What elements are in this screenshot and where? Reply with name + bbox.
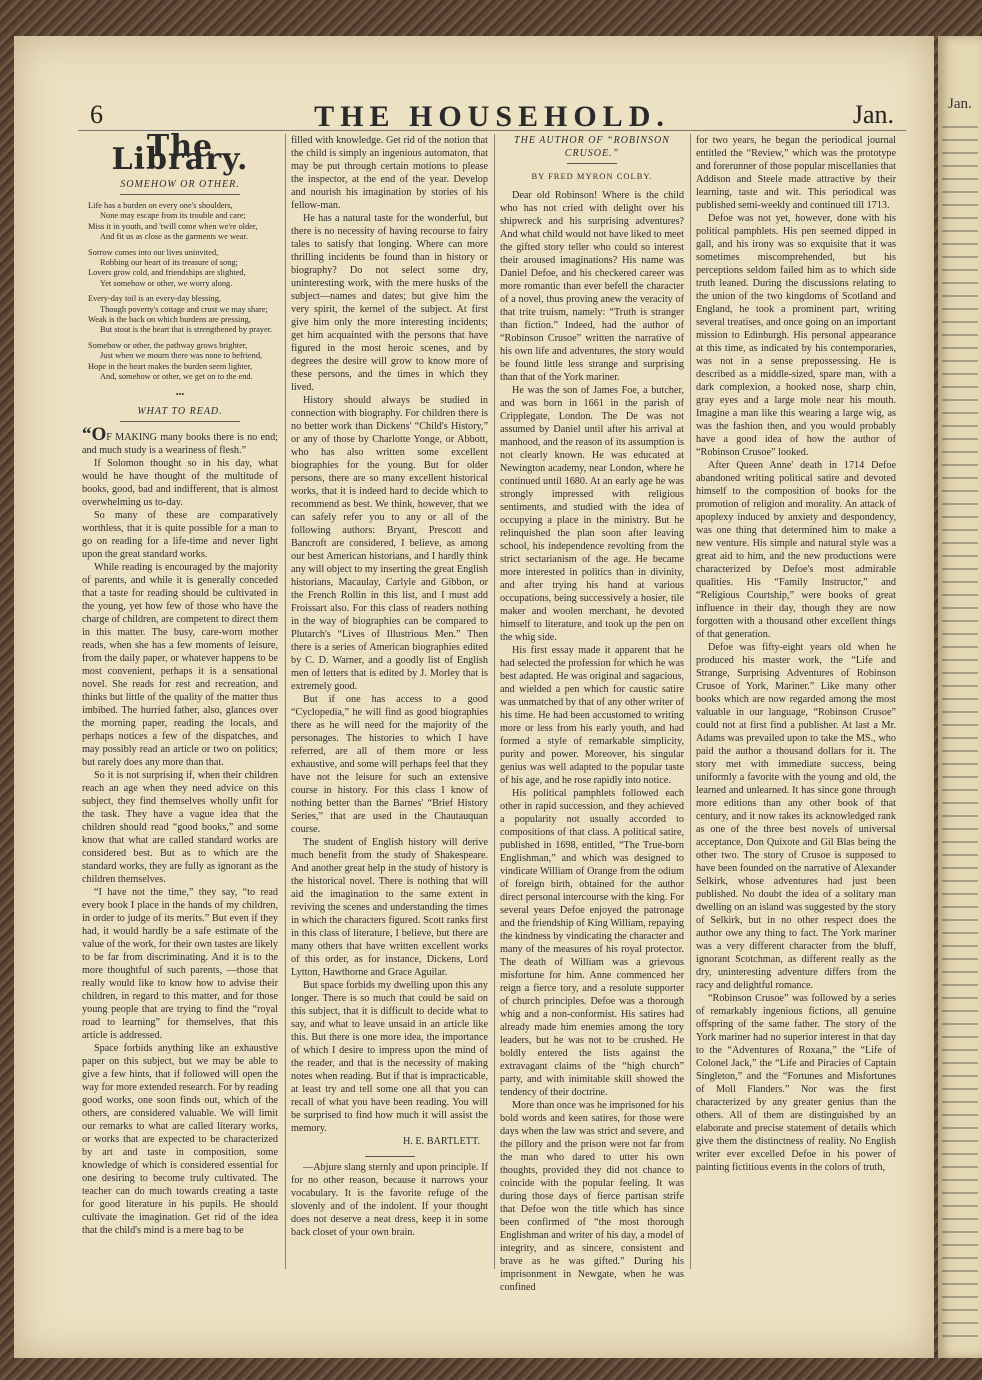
paragraph: More than once was he imprisoned for his bold words and keen satires, for those were days when the law was strict and severe, and the pillory and the prison were not far from the man who dared to utter his own thoughts, provided they did not chance to coincide with the popular feeling. It was during those days of fierce partisan strife that Defoe won the title which has since been confirmed of “the most thorough Englishman and writer of his day, a model of integrity, and as sincere, consistent and brave as he was gifted.” During his imprisonment in Newgate, when he was confined (500, 1100, 684, 1293)
next-page-text-line (942, 451, 978, 453)
next-page-text-line (942, 737, 978, 739)
next-page-text-line (942, 828, 978, 830)
next-page-text-line (942, 1140, 978, 1142)
next-page-text-line (942, 1036, 978, 1038)
next-page-text-line (942, 1322, 978, 1324)
next-page-text-line (942, 555, 978, 557)
next-page-text-line (942, 1309, 978, 1311)
next-page-text-line (942, 425, 978, 427)
next-page-text-line (942, 750, 978, 752)
next-page-text-line (942, 1049, 978, 1051)
next-page-text-line (942, 178, 978, 180)
next-page-text-line (942, 906, 978, 908)
next-page-text-line (942, 854, 978, 856)
paragraph: So many of these are comparatively worthless, that it is quite possible for a man to go on reading for a life-time and never light upon the great standard works. (82, 509, 278, 560)
next-page-text-line (942, 958, 978, 960)
next-page-text-line (942, 1244, 978, 1246)
next-page-text-line (942, 607, 978, 609)
paragraph: So it is not surprising if, when their children reach an age when they need advice on this subject, they find themselves wholly unfit for the task. They have a vague idea that the children should read “good books,” and some know that what are called standard works are considered best. But as to which are the standard works, they are fully as ignorant as the children themselves. (82, 769, 278, 885)
author-signature: H. E. BARTLETT. (402, 1136, 480, 1147)
next-page-text-line (942, 672, 978, 674)
divider (120, 421, 240, 422)
next-page-text-line (942, 971, 978, 973)
next-page-text-line (942, 386, 978, 388)
next-page-text-line (942, 1127, 978, 1129)
next-page-text-line (942, 984, 978, 986)
issue-month: Jan. (852, 100, 894, 129)
next-page-text-line (942, 841, 978, 843)
next-page-text-line (942, 438, 978, 440)
next-page-text-line (942, 1088, 978, 1090)
divider (567, 163, 617, 164)
divider (120, 194, 240, 195)
next-page-text-line (942, 412, 978, 414)
next-page-text-line (942, 165, 978, 167)
next-page-text-line (942, 1257, 978, 1259)
next-page-text-line (942, 945, 978, 947)
poem-line: Just when we mourn there was none to befriend, (100, 351, 263, 361)
next-page-text-line (942, 399, 978, 401)
next-page-text-line (942, 1101, 978, 1103)
next-page-text-line (942, 295, 978, 297)
poem-line: And, somehow or other, we get on to the end. (100, 372, 253, 382)
next-page-text-line (942, 1010, 978, 1012)
paragraph: His first essay made it apparent that he had selected the profession for which he was best adapted. He was original and sagacious, and wielded a pen which for caustic satire was unmatched by that of any other writer of his time. He had been accustomed to writing more or less from his early youth, and had formed a style of remarkable simplicity, purity and power. Moreover, his singular genius was well adapted to the popular taste of his age, and he rose rapidly into notice. (500, 645, 684, 786)
next-page-text-line (942, 191, 978, 193)
next-page-text-line (942, 1192, 978, 1194)
next-page-text-line (942, 1075, 978, 1077)
paragraph (82, 423, 278, 457)
next-page-text-line (942, 1179, 978, 1181)
column-rule (494, 134, 495, 1269)
next-page-text-line (942, 1218, 978, 1220)
paragraph: —Abjure slang sternly and upon principle. If for no other reason, because it narrows your vocabulary. It is the favorite refuge of the slovenly and of the indolent. If your thought does not deserve a neat dress, keep it in some back closet of your own brain. (291, 1162, 488, 1238)
next-page-text-line (942, 932, 978, 934)
article-title: THE AUTHOR OF “ROBINSON CRUSOE.” (514, 135, 670, 159)
next-page-edge (938, 36, 982, 1358)
next-page-text-line (942, 503, 978, 505)
paragraph: “Robinson Crusoe” was followed by a series of remarkably ingenious fictions, all genuine offspring of the same father. The story of the York mariner had no superior interest in that day to the “Adventures of Roxana,” the “Life of Colonel Jack,” the “Life and Piracies of Captain Singleton,” and the “Fortunes and Misfortunes of Moll Flanders.” Nor was the first characterized by any greater genius than the others. All of them are distinguished by an elaborate and precise statement of details which give them the distinctness of reality. No English writer ever excelled Defoe in his power of painting fictitious events in the colors of truth, (696, 993, 896, 1173)
next-page-text-line (942, 1166, 978, 1168)
next-page-text-line (942, 256, 978, 258)
next-page-text-line (942, 269, 978, 271)
section-heading: The Library. (111, 129, 249, 177)
next-page-text-line (942, 1231, 978, 1233)
column-rule (285, 134, 286, 1269)
next-page-text-line (942, 711, 978, 713)
next-page-text-line (942, 308, 978, 310)
next-page-text-line (942, 516, 978, 518)
next-page-text-line (942, 776, 978, 778)
next-page-text-line (942, 282, 978, 284)
next-page-text-line (942, 724, 978, 726)
next-page-text-line (942, 581, 978, 583)
paragraph-text: F MAKING many books there is no end; and much study is a weariness of flesh.” (82, 431, 278, 456)
poem-line: Every-day toil is an every-day blessing, (88, 294, 222, 304)
next-page-text-line (942, 542, 978, 544)
next-page-header: Jan. (948, 96, 972, 112)
paragraph: filled with knowledge. Get rid of the notion that the child is simply an ingenious automaton, that may be put through certain motions to please the inspector, at the end of the year. Develop and nourish his imagination by stories of his fellow-man. (291, 135, 488, 211)
paragraph: But space forbids my dwelling upon this any longer. There is so much that could be said on this subject, that it is difficult to decide what to say, and what to leave unsaid in an article like this. But there is one more idea, the importance of which I desire to impress upon the mind of the reader, and that is the necessity of making notes when reading. But if that is impracticable, at least try and tell some one all that you can recall of what you have been reading. You will be surprised to find how much it will assist the memory. (291, 980, 488, 1134)
next-page-text-line (942, 1023, 978, 1025)
paragraph: While reading is encouraged by the majority of parents, and while it is generally conceded that a taste for reading should be cultivated in the young, yet how few of those who have the charge of children, are competent to direct them in this matter. The busy, care-worn mother reads, when she has a few moments of leisure, from the daily paper, or whatever happens to be most convenient, perhaps it is a sensational novel. She reads for rest and recreation, and thinks but little of the quality of the matter thus imbibed. The hurried father, also, glances over the morning paper, reading the locals, and perhaps notices a few of the dispatches, and may possibly read an article or two on politics; but rarely does any more than that. (82, 561, 278, 768)
next-page-text-line (942, 464, 978, 466)
paragraph: History should always be studied in connection with biography. For children there is no better work than Dickens' “Child's History,” or any of those by Charlotte Yonge, or Abbott, who has also written some excellent biographies for the young. But for older persons, there are so many excellent historical works, that it is indeed hard to decide which to recommend as best. We think, however, that we can safely refer you to any or all of the following authors: Bryant, Prescott and Bancroft are considered, I believe, as among our best American historians, and I hardly think any will object to my inserting the great English historians, Macaulay, Carlyle and Gibbon, or the French Rollin in this list, and I must add Froissart also. For this class of readers nothing in the way of biographies can be compared to Plutarch's “Lives of Illustrious Men.” Then there is a series of American biographies edited by C. D. Warner, and a goodly list of English men of letters that is edited by J. Morley that is extremely good. (291, 395, 488, 692)
paragraph: After Queen Anne' death in 1714 Defoe abandoned writing political satire and devoted himself to the composition of books for the promotion of religion and morality. An attack of apoplexy induced by anxiety and despondency, was one thing that determined him to make a new venture. His simple and natural style was a great aid to him, and the new productions were characterized by Defoe's most admirable qualities. His “Family Instructor,” and “Religious Courtship,” were books of great influence in their day, though they are now forgotten with a thousand other excellent things of that generation. (696, 460, 896, 640)
next-page-text-line (942, 152, 978, 154)
paragraph: The student of English history will derive much benefit from the study of Shakespeare. And another great help in the study of history is the historical novel. There is nothing that will aid the imagination to the same extent in reviving the scenes and understanding the times in which the characters figured. Scott ranks first in this class of literature, I believe, but there are many others that have written excellent works of this order, as for instance, Dickens, Lord Lytton, Hawthorne and Grace Aguilar. (291, 837, 488, 978)
next-page-text-line (942, 685, 978, 687)
next-page-text-line (942, 360, 978, 362)
publication-title: THE HOUSEHOLD. (314, 100, 670, 133)
next-page-text-line (942, 334, 978, 336)
poem-line: Yet somehow or other, we worry along. (100, 278, 233, 288)
next-page-text-line (942, 126, 978, 128)
next-page-text-line (942, 477, 978, 479)
paragraph: If Solomon thought so in his day, what would he have thought of the multitude of books, good, bad and indifferent, that is almost overwhelming us to-day. (82, 457, 278, 508)
paragraph: His political pamphlets followed each other in rapid succession, and they achieved a popularity not usually accorded to compositions of that class. A political satire, published in 1698, entitled, “The True-born Englishman,” and which was designed to vindicate William of Orange from the odium of foreign birth, obtained for the author direct personal intercourse with the king. For several years Defoe enjoyed the patronage and the friendship of King William, repaying the kindness by vindicating the character and many of the measures of his royal protector. The death of William was a grievous misfortune for him. Anne commenced her reign a fierce tory, and a resolute supporter of church principles. Defoe was a thorough whig and a non-conformist. His satires had already made him enemies among the tory leaders, but he was not to be crushed. He boldly entered the lists against the extravagant claims of the “high church” party, and with inimitable skill showed the tendency of their doctrine. (500, 788, 684, 1098)
poem-line: Robbing our heart of its treasure of song; (100, 258, 238, 268)
poem-line: None may escape from its trouble and care; (100, 211, 246, 221)
paragraph: But if one has access to a good “Cyclopedia,” he will find as good biographies there as he will need for the majority of the personages. The histories to which I have referred, are all of them more or less exhaustive, and some will perhaps feel that they have not the leisure for such an extensive course in history. For this class I know of nothing better than the Barnes' “Brief History Series,” that are used in the Chautauquan course. (291, 694, 488, 835)
next-page-text-line (942, 789, 978, 791)
next-page-text-line (942, 321, 978, 323)
poem-line: Though poverty's cottage and crust we may share; (100, 304, 268, 314)
next-page-text-line (942, 1270, 978, 1272)
next-page-text-line (942, 763, 978, 765)
next-page-text-line (942, 1062, 978, 1064)
paragraph: Defoe was not yet, however, done with his political pamphlets. His pen seemed dipped in gall, and his irony was so exquisite that it was sometimes miscomprehended, but his perceptions seldom failed him as to which side truth leaned. During the discussions relating to the union of the two kingdoms of Scotland and England, he took a prominent part, writing several treatises, and once going on an important mission to Edinburgh. His personal appearance at this time, as indicated by his contemporaries, was not in a sense prepossessing. He is described as a middle-sized, spare man, with a dark complexion, a hooked nose, sharp chin, gray eyes and a large mole near his mouth. Imagine a man like this wearing a large wig, as was the fashion then, and you would probably have a good idea of how the author of “Robinson Crusoe” looked. (696, 213, 896, 458)
paragraph: Space forbids anything like an exhaustive paper on this subject, but we may be able to give a few hints, that if followed will open the way for more extended research. For by reading good works, one soon finds out, which of the others, are considered valuable. We will limit our remarks to what are called literary works, or works that are expected to be characterized by art and taste in composition, some knowledge of which is considered essential for one desiring to become truly cultivated. The teacher can do much towards creating a taste for good literature in his pupils. He should cultivate the imagination. Get rid of the idea that the child's mind is a mere bag to be (82, 1042, 278, 1236)
column-2 (291, 134, 488, 1239)
divider (365, 1156, 415, 1157)
next-page-text-line (942, 230, 978, 232)
ornament: ••• (175, 389, 185, 399)
paragraph: He has a natural taste for the wonderful, but there is no necessity of having recourse to fairy tales to satisfy that longing. Where can more thrilling incidents be found than in history or biography? Do not select some dry, uninteresting work, with the mere husks of the subject—names and dates; but give him the very spirit, the kernel of the subject. At first give him only the more interesting incidents; get him acquainted with the persons that have figured in the most heroic scenes, and by degrees the desire will grow to know more of these persons, and the times in which they lived. (291, 213, 488, 393)
next-page-text-line (942, 815, 978, 817)
next-page-text-line (942, 802, 978, 804)
drop-cap: “O (82, 423, 107, 445)
column-3 (500, 134, 684, 1294)
paragraph: for two years, he began the periodical journal entitled the “Review,” which was the prototype and forerunner of those popular miscellanies that Addison and Steele made attractive by their learning, taste and wit. This periodical was published semi-weekly and continued till 1713. (696, 135, 896, 211)
next-page-text-line (942, 867, 978, 869)
next-page-text-line (942, 1114, 978, 1116)
paragraph: Defoe was fifty-eight years old when he produced his master work, the “Life and Strange, Surprising Adventures of Robinson Crusoe of York, Mariner.” Like many other books which are now regarded among the most valuable in our language, “Robinson Crusoe” could not at first find a publisher. At last a Mr. Adams was prevailed upon to take the MS., who paid the author a thousand dollars for it. The story met with immediate success, being uniformly a favorite with the young and old, the learned and unlearned. It has since gone through more editions than any other book of that century, and it now takes its acknowledged rank as one of the three best novels of universal acceptance, Don Quixote and Gil Blas being the other two. The story of Crusoe is supposed to have been founded on the narrative of Alexander Selkirk, whose adventures had just been published. No doubt the idea of a solitary man dwelling on an island was suggested by the story of Selkirk, but in no other respect does the author owe any thing to fact. The York mariner was a very different character from the bluff, ignorant Scotchman, as different really as the dry, uninteresting adventure differs from the racy and delightful romance. (696, 642, 896, 991)
next-page-text-line (942, 698, 978, 700)
column-rule (690, 134, 691, 1269)
next-page-text-line (942, 646, 978, 648)
page-header (78, 100, 906, 131)
next-page-text-line (942, 1205, 978, 1207)
next-page-text-line (942, 620, 978, 622)
page-number: 6 (90, 100, 103, 129)
next-page-text-line (942, 529, 978, 531)
next-page-text-line (942, 1283, 978, 1285)
column-1 (82, 129, 278, 1237)
next-page-text-line (942, 243, 978, 245)
poem-title: SOMEHOW OR OTHER. (120, 179, 240, 190)
next-page-text-line (942, 490, 978, 492)
byline: BY FRED MYRON COLBY. (531, 171, 653, 181)
poem-line: Somehow or other, the pathway grows brighter, (88, 340, 248, 350)
poem-line: Hope in the heart makes the burden seem lighter, (88, 361, 253, 371)
article-title: WHAT TO READ. (137, 405, 223, 417)
next-page-text-line (942, 919, 978, 921)
column-4 (696, 134, 896, 1174)
next-page-text-line (942, 373, 978, 375)
paragraph: Dear old Robinson! Where is the child who has not cried with delight over his shipwreck and his surprising adventures? And what child would not have liked to meet the gifted story teller who could so interest their aroused imaginations? His name was Daniel Defoe, and his checkered career was more romantic than ever befell the character of a novel, thus proving anew the veracity of that trite truism, namely: “Truth is stranger than fiction.” Indeed, had the author of “Robinson Crusoe” written the narrative of his own life and adventures, the story would be found little less strange and surprising than that of the York mariner. (500, 190, 684, 383)
poem-line: Miss it in youth, and 'twill come when we're older, (88, 221, 258, 231)
poem-line: And fit us as close as the garments we wear. (100, 232, 248, 242)
next-page-text-line (942, 1296, 978, 1298)
next-page-text-line (942, 997, 978, 999)
next-page-text-line (942, 880, 978, 882)
next-page-text-line (942, 659, 978, 661)
next-page-text-line (942, 568, 978, 570)
poem (88, 201, 278, 383)
next-page-text-line (942, 204, 978, 206)
paragraph: He was the son of James Foe, a butcher, and was born in 1661 in the parish of Cripplegate, London. The De was not assumed by Daniel until after his arrival at manhood, and the reason of its assumption is not clearly known. He was educated at Newington academy, near London, where he continued until 1680. At an early age he was strongly impressed with religious sentiments, and studied with the idea of occupying a place in the ministry. But he relinquished the plan soon after leaving school, his independence revolting from the strict sectarianism of the age. He became more interested in politics than in divinity, and after trying his hand at various occupations, being successively a hosier, tile maker and woolen merchant, he devoted himself to literature, and took up the pen on the whig side. (500, 385, 684, 643)
next-page-text-line (942, 139, 978, 141)
next-page-text-line (942, 594, 978, 596)
next-page-text-line (942, 633, 978, 635)
next-page-text-line (942, 1335, 978, 1337)
paragraph: “I have not the time,” they say, “to read every book I place in the hands of my children, in order to judge of its merits.” But even if they had, it would hardly be a safe estimate of the value of the work, for their own tastes are likely to be far from discriminating. And it is to the more thoughtful of such parents, —those that really would like to know how to advise their children, in regard to this matter, and for those young people that are trying to find the “royal road to learning” for themselves, that this article is addressed. (82, 886, 278, 1041)
next-page-text-line (942, 1153, 978, 1155)
poem-line: But stout is the heart that is strengthened by prayer. (100, 325, 273, 335)
next-page-text-line (942, 217, 978, 219)
next-page-text-line (942, 347, 978, 349)
poem-line: Weak is the back on which burdens are pressing, (88, 315, 251, 325)
poem-line: Life has a burden on every one's shoulders, (88, 201, 233, 210)
poem-line: Sorrow comes into our lives uninvited, (88, 247, 219, 257)
next-page-text-line (942, 893, 978, 895)
poem-line: Lovers grow cold, and friendships are slighted, (88, 268, 246, 278)
